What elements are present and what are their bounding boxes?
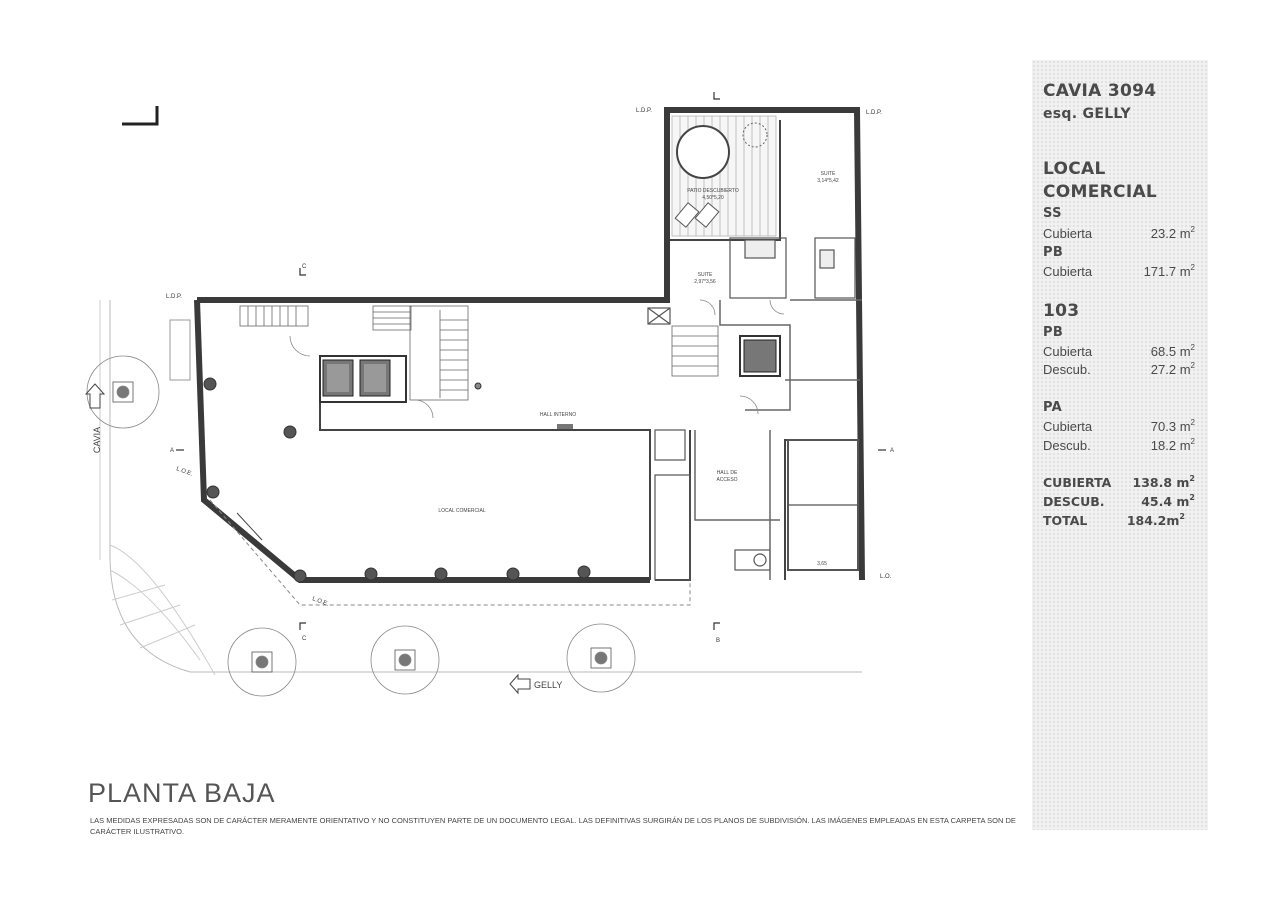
lo-marker: L.O.: [880, 574, 892, 580]
section-a-marker: A: [170, 448, 175, 454]
street-gelly: GELLY: [534, 680, 563, 690]
unit1-title-2: COMERCIAL: [1043, 182, 1158, 202]
cocheras-dim: 3,65: [817, 561, 827, 567]
ldp-marker: L.D.P.: [866, 110, 882, 116]
row-value: 138.8 $m^2$: [1132, 474, 1195, 490]
local-comercial-label: LOCAL COMERCIAL: [438, 508, 486, 514]
unit2-pb-row: [1043, 360, 1203, 379]
row-value: 45.4 $m^2$: [1141, 493, 1195, 509]
tree-icon: [567, 624, 635, 692]
unit1-ss-row: [1043, 224, 1203, 243]
trees: [87, 356, 635, 696]
row-value: $184.2m^2$: [1126, 512, 1185, 528]
street-cavia: CAVIA: [92, 426, 102, 454]
area-summary-panel: [1032, 60, 1208, 830]
row-label: Cubierta: [1043, 344, 1093, 359]
arrow-left-icon: [510, 675, 530, 693]
unit2-pa-row: [1043, 417, 1203, 436]
corner-mark: [122, 106, 157, 124]
service-rooms: [648, 238, 858, 580]
disclaimer: LAS MEDIDAS EXPRESADAS SON DE CARÁCTER MERAMENTE ORIENTATIVO Y NO CONSTITUYEN PARTE DE UN DOCUMENTO LEGAL. LAS DEFINITIVAS SURGIRÁN DE LOS PLANOS DE SUBDIVISIÓN. LAS IMÁGENES EMPLEADAS EN ESTA CARPETA SON DE CARÁCTER ILUSTRATIVO.: [90, 816, 1016, 836]
unit2-pa-label: PA: [1043, 400, 1062, 415]
unit2-pb-label: PB: [1043, 325, 1064, 340]
unit1-ss-label: SS: [1043, 206, 1062, 221]
arrow-up-icon: [86, 384, 104, 408]
section-b-marker: B: [716, 638, 721, 644]
plan-title: PLANTA BAJA: [88, 778, 276, 808]
total-row: [1043, 511, 1203, 530]
address: CAVIA 3094: [1043, 81, 1157, 101]
section-a-marker: A: [890, 448, 895, 454]
suite-top-dim: 3,14*5,42: [817, 178, 839, 184]
hall-mat: [557, 424, 573, 429]
unit2-pb-row: [1043, 342, 1203, 361]
row-label: TOTAL: [1043, 513, 1088, 528]
hall-acceso-label-1: HALL DE: [716, 470, 738, 476]
unit2-title: 103: [1043, 301, 1080, 321]
tree-icon: [228, 628, 296, 696]
row-label: Cubierta: [1043, 419, 1093, 434]
suite-mid-label: SUITE: [697, 272, 713, 278]
patio-label: PATIO DESCUBIERTO: [687, 188, 739, 194]
patio-dim: 4,50*5,20: [702, 195, 724, 201]
ldp-marker: L.D.P.: [636, 108, 652, 114]
tree-icon: [87, 356, 159, 428]
unit1-pb-row: [1043, 262, 1203, 281]
row-label: Descub.: [1043, 438, 1091, 453]
row-label: Descub.: [1043, 362, 1091, 377]
section-c-marker: C: [302, 636, 307, 642]
fountain-icon: [677, 126, 729, 178]
hall-interno-label: HALL INTERNO: [539, 412, 577, 418]
total-cubierta-row: [1043, 473, 1203, 492]
suite-top-label: SUITE: [820, 171, 836, 177]
loe-marker: L.O.E.: [175, 466, 194, 478]
loe-marker: L.O.E.: [311, 596, 330, 608]
row-label: Cubierta: [1043, 264, 1093, 279]
row-label: Cubierta: [1043, 226, 1093, 241]
unit2-pa-row: [1043, 436, 1203, 455]
row-value: 23.2 $m^2$: [1150, 225, 1195, 241]
unit1-title-1: LOCAL: [1043, 159, 1106, 179]
unit1-pb-label: PB: [1043, 245, 1064, 260]
row-value: 27.2 $m^2$: [1150, 361, 1195, 377]
row-value: 171.7 $m^2$: [1143, 263, 1195, 279]
ldp-marker: L.D.P.: [166, 294, 182, 300]
section-c-marker: C: [302, 264, 307, 270]
row-value: 18.2 $m^2$: [1150, 437, 1195, 453]
hall-acceso-label-2: ACCESO: [716, 477, 738, 483]
total-descub-row: [1043, 492, 1203, 511]
tree-icon: [371, 626, 439, 694]
row-value: 70.3 $m^2$: [1150, 418, 1195, 434]
corner: esq. GELLY: [1043, 106, 1131, 122]
row-label: CUBIERTA: [1043, 475, 1112, 490]
suite-mid-dim: 2,97*3,56: [694, 279, 716, 285]
row-value: 68.5 $m^2$: [1150, 343, 1195, 359]
row-label: DESCUB.: [1043, 494, 1105, 509]
